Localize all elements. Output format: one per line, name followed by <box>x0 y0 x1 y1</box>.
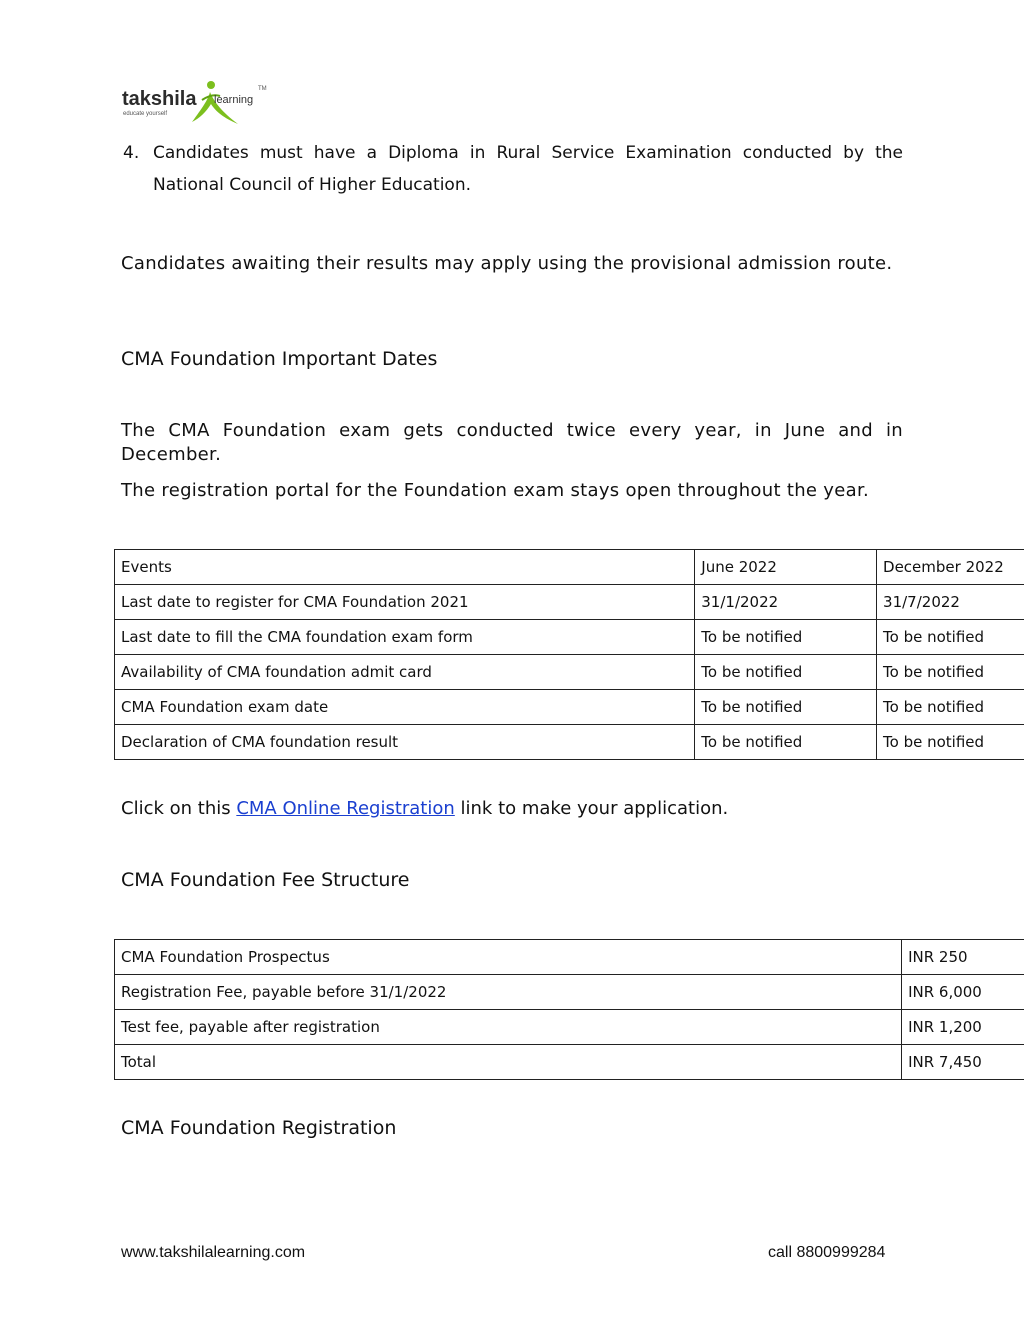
registration-heading: CMA Foundation Registration <box>121 1117 397 1139</box>
table-header-cell: December 2022 <box>877 550 1024 585</box>
table-cell: INR 7,450 <box>902 1045 1024 1080</box>
fee-heading: CMA Foundation Fee Structure <box>121 869 410 891</box>
table-cell: CMA Foundation exam date <box>115 690 695 725</box>
table-row <box>115 655 1024 690</box>
table-cell: To be notified <box>695 620 877 655</box>
logo-tagline: educate yourself <box>123 111 168 117</box>
table-cell: INR 6,000 <box>902 975 1024 1010</box>
logo-tm: TM <box>258 86 267 92</box>
provisional-paragraph: Candidates awaiting their results may apply using the provisional admission route. <box>121 253 893 274</box>
table-cell: 31/1/2022 <box>695 585 877 620</box>
table-cell: To be notified <box>877 620 1024 655</box>
table-cell: To be notified <box>695 690 877 725</box>
table-row <box>115 975 1024 1010</box>
table-cell: Last date to register for CMA Foundation 2021 <box>115 585 695 620</box>
table-cell: Last date to fill the CMA foundation exam form <box>115 620 695 655</box>
footer-phone: call 8800999284 <box>768 1244 886 1261</box>
table-row <box>115 940 1024 975</box>
table-cell: Registration Fee, payable before 31/1/2022 <box>115 975 902 1010</box>
table-header-row <box>115 550 1024 585</box>
table-cell: Availability of CMA foundation admit card <box>115 655 695 690</box>
table-header-cell: June 2022 <box>695 550 877 585</box>
dates-paragraph-1: The CMA Foundation exam gets conducted twice every year, in June and in December. <box>121 420 903 465</box>
table-cell: INR 1,200 <box>902 1010 1024 1045</box>
table-cell: Total <box>115 1045 902 1080</box>
list-number: 4. <box>123 143 140 163</box>
dates-paragraph-2: The registration portal for the Foundation exam stays open throughout the year. <box>121 480 870 501</box>
footer-website: www.takshilalearning.com <box>121 1244 306 1261</box>
registration-line <box>121 796 903 822</box>
table-header-cell: Events <box>115 550 695 585</box>
table-cell: To be notified <box>877 655 1024 690</box>
table-cell: Declaration of CMA foundation result <box>115 725 695 760</box>
table-row <box>115 585 1024 620</box>
cma-online-registration-link[interactable]: CMA Online Registration <box>236 798 455 819</box>
table-cell: INR 250 <box>902 940 1024 975</box>
table-cell: 31/7/2022 <box>877 585 1024 620</box>
table-row <box>115 1010 1024 1045</box>
table-row <box>115 725 1024 760</box>
list-text: Candidates must have a Diploma in Rural Service Examination conducted by the National Council of Higher Education. <box>153 143 903 195</box>
table-cell: CMA Foundation Prospectus <box>115 940 902 975</box>
takshila-logo <box>120 78 270 130</box>
logo-brand: takshila <box>122 88 197 110</box>
table-cell: Test fee, payable after registration <box>115 1010 902 1045</box>
table-cell: To be notified <box>695 725 877 760</box>
table-row <box>115 690 1024 725</box>
table-cell: To be notified <box>877 690 1024 725</box>
registration-prefix: Click on this <box>121 798 237 819</box>
important-dates-table <box>114 549 1024 760</box>
table-cell: To be notified <box>877 725 1024 760</box>
logo-suffix: learning <box>214 94 254 106</box>
table-cell: To be notified <box>695 655 877 690</box>
table-row <box>115 620 1024 655</box>
table-row <box>115 1045 1024 1080</box>
registration-suffix: link to make your application. <box>454 798 729 819</box>
dates-heading: CMA Foundation Important Dates <box>121 348 438 370</box>
fee-structure-table <box>114 939 1024 1080</box>
